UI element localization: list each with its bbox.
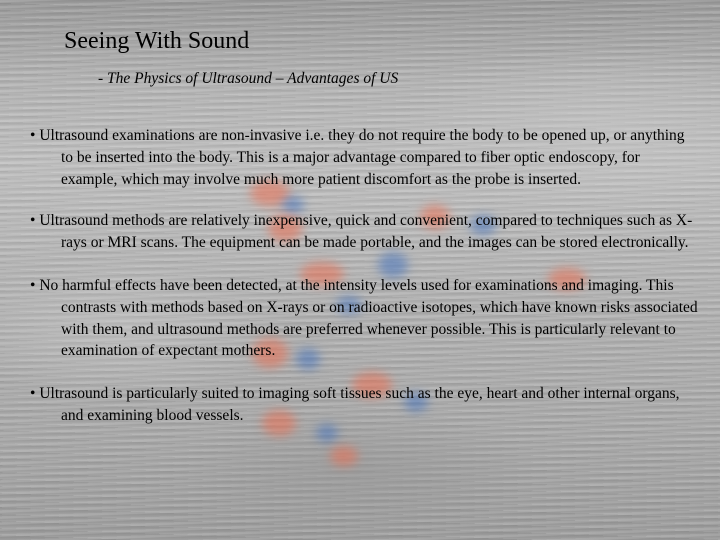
slide-subtitle: - The Physics of Ultrasound – Advantages of US <box>98 70 399 87</box>
bullet-item <box>30 383 698 427</box>
bullet-text: No harmful effects have been detected, at the intensity levels used for examinations and imaging. This contrasts with methods based on X-rays or on radioactive isotopes, which have known risks associated with them, and ultrasound methods are preferred whenever possible. This is particularly relevant to examination of expectant mothers. <box>39 276 698 360</box>
bullet-text: Ultrasound methods are relatively inexpensive, quick and convenient, compared to techniques such as X-rays or MRI scans. The equipment can be made portable, and the images can be stored electronically. <box>39 212 693 252</box>
bullet-marker: • <box>30 385 36 403</box>
bullet-item <box>30 125 698 190</box>
bullet-marker: • <box>30 212 36 230</box>
slide-title: Seeing With Sound <box>64 28 250 54</box>
bullet-item <box>30 210 698 254</box>
bullet-text: Ultrasound is particularly suited to imaging soft tissues such as the eye, heart and other internal organs, and examining blood vessels. <box>39 385 680 424</box>
bullet-text: Ultrasound examinations are non-invasive i.e. they do not require the body to be opened up, or anything to be inserted into the body. This is a major advantage compared to fiber optic endoscopy, for example, which may involve much more patient discomfort as the probe is inserted. <box>39 127 685 188</box>
doppler-red-patch <box>330 446 358 466</box>
bullet-list <box>30 125 698 427</box>
bullet-item <box>30 275 698 362</box>
bullet-marker: • <box>30 276 36 294</box>
bullet-marker: • <box>30 127 36 144</box>
